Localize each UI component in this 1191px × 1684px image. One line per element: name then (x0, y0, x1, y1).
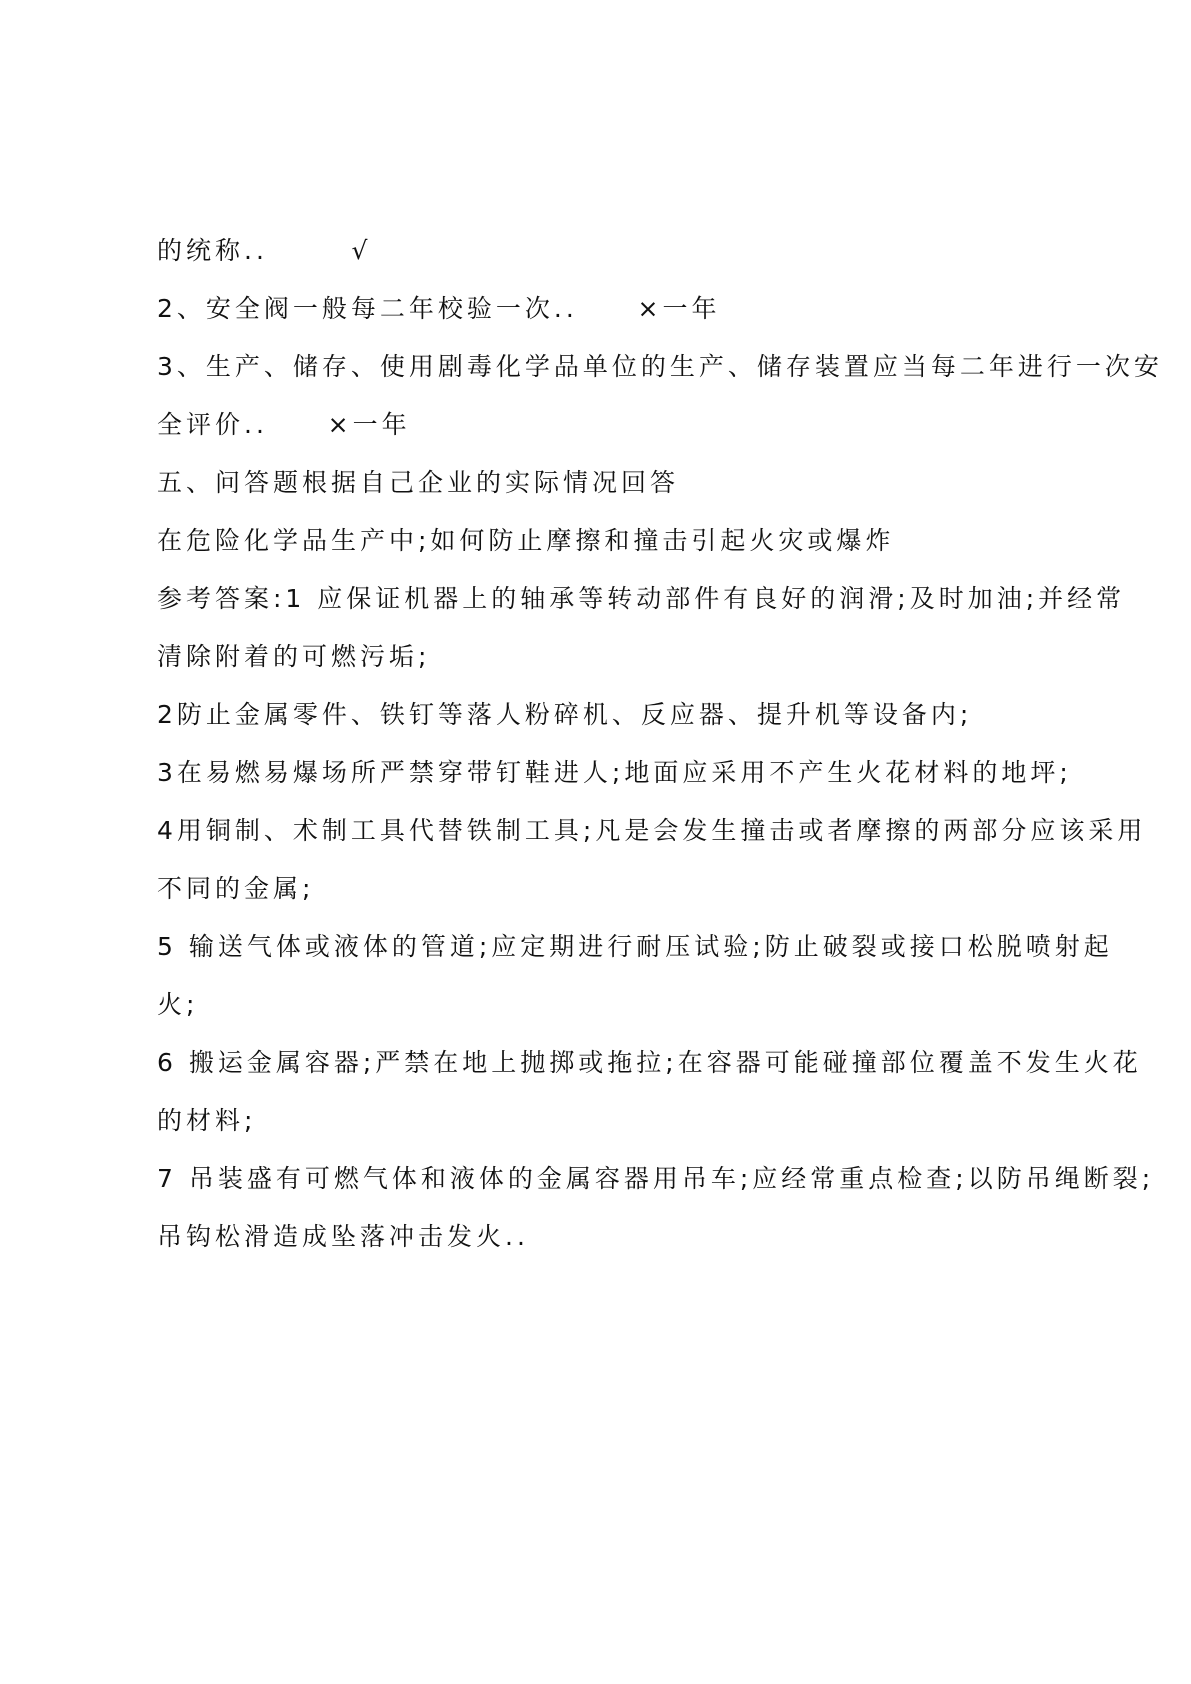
text-line: 3、生产、储存、使用剧毒化学品单位的生产、储存装置应当每二年进行一次安 (157, 352, 1163, 381)
text-line: 2、安全阀一般每二年校验一次.. ×一年 (157, 294, 721, 323)
answer-line: 2防止金属零件、铁钉等落人粉碎机、反应器、提升机等设备内; (157, 700, 973, 729)
answer-line: 不同的金属; (157, 874, 315, 903)
answer-line: 5 输送气体或液体的管道;应定期进行耐压试验;防止破裂或接口松脱喷射起 (157, 932, 1113, 961)
section-heading: 五、问答题根据自己企业的实际情况回答 (157, 468, 680, 497)
answer-line: 4用铜制、术制工具代替铁制工具;凡是会发生撞击或者摩擦的两部分应该采用 (157, 816, 1147, 845)
answer-line: 清除附着的可燃污垢; (157, 642, 431, 671)
answer-line: 7 吊装盛有可燃气体和液体的金属容器用吊车;应经常重点检查;以防吊绳断裂; (157, 1164, 1155, 1193)
answer-line: 的材料; (157, 1106, 257, 1135)
question-line: 在危险化学品生产中;如何防止摩擦和撞击引起火灾或爆炸 (157, 526, 895, 555)
answer-line: 3在易燃易爆场所严禁穿带钉鞋进人;地面应采用不产生火花材料的地坪; (157, 758, 1072, 787)
answer-line: 参考答案:1 应保证机器上的轴承等转动部件有良好的润滑;及时加油;并经常 (157, 584, 1126, 613)
answer-line: 火; (157, 990, 199, 1019)
text-line: 的统称.. √ (157, 236, 372, 265)
text-line: 全评价.. ×一年 (157, 410, 411, 439)
answer-line: 6 搬运金属容器;严禁在地上抛掷或拖拉;在容器可能碰撞部位覆盖不发生火花 (157, 1048, 1142, 1077)
document-body (157, 222, 1163, 1266)
answer-line: 吊钩松滑造成坠落冲击发火.. (157, 1222, 529, 1251)
